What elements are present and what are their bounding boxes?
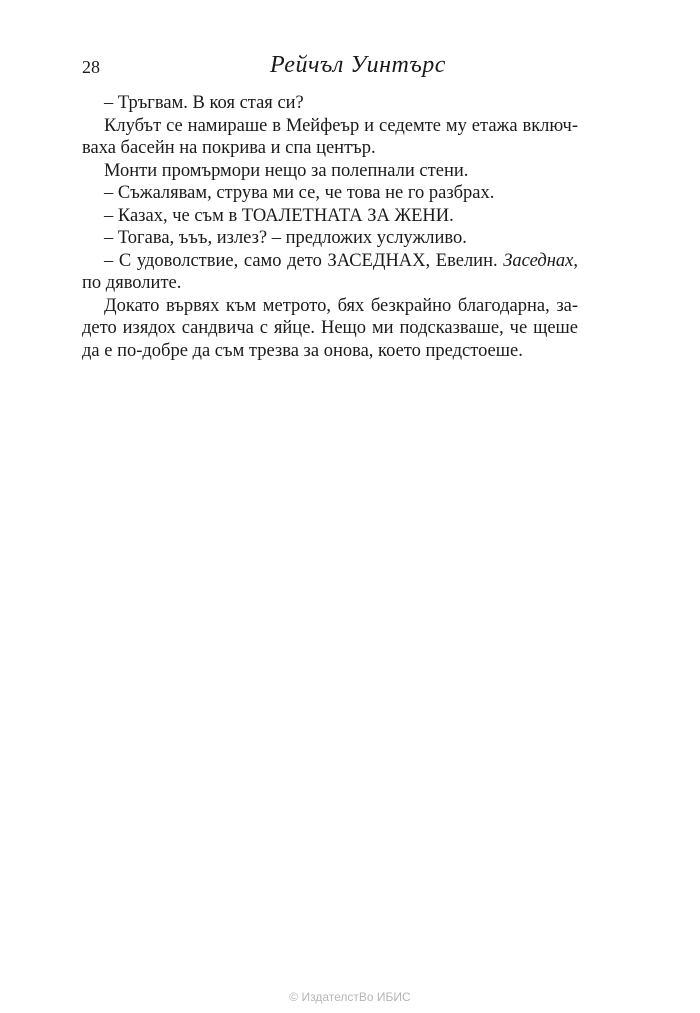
paragraph-line: по дяволите.: [82, 273, 182, 293]
paragraph-line: Монти промърмори нещо за полепнали стени.: [104, 160, 469, 181]
paragraph-7: [82, 250, 578, 295]
paragraph-line: – Тогава, ъъъ, излез? – предложих услужливо.: [104, 228, 467, 248]
paragraph-6: [82, 227, 578, 250]
paragraph-3: [82, 160, 578, 183]
paragraph-4: [82, 182, 578, 205]
paragraph-line: – Тръгвам. В коя стая си?: [104, 93, 304, 113]
text-run: – С удоволствие, само дето ЗАСЕДНАХ, Евелин.: [104, 250, 504, 271]
paragraph-line: [82, 250, 578, 273]
italic-emphasis: Заседнах: [503, 250, 574, 271]
paragraph-line: ваха басейн на покрива и спа център.: [82, 138, 376, 158]
page-number: 28: [82, 57, 100, 77]
paragraph-1: [82, 92, 578, 115]
text-run: ,: [573, 250, 578, 271]
paragraph-line: – Съжалявам, струва ми се, че това не го разбрах.: [104, 183, 495, 203]
paragraph-line: да е по-добре да съм трезва за онова, което предстоеше.: [82, 340, 523, 361]
paragraph-8: [82, 295, 578, 363]
body-text: [82, 92, 578, 362]
paragraph-line: дето изядох сандвича с яйце. Нещо ми подсказваше, че щеше: [82, 318, 578, 338]
running-head-author: Рейчъл Уинтърс: [270, 52, 446, 78]
paragraph-line: Докато вървях към метрото, бях безкрайно благодарна, за-: [104, 295, 578, 316]
paragraph-line: Клубът се намираше в Мейфеър и седемте му етажа включ-: [104, 115, 578, 136]
paragraph-5: [82, 205, 578, 228]
paragraph-2: [82, 115, 578, 160]
footer-copyright: © ИздателстВо ИБИС: [289, 990, 411, 1004]
paragraph-line: – Казах, че съм в ТОАЛЕТНАТА ЗА ЖЕНИ.: [104, 205, 454, 226]
